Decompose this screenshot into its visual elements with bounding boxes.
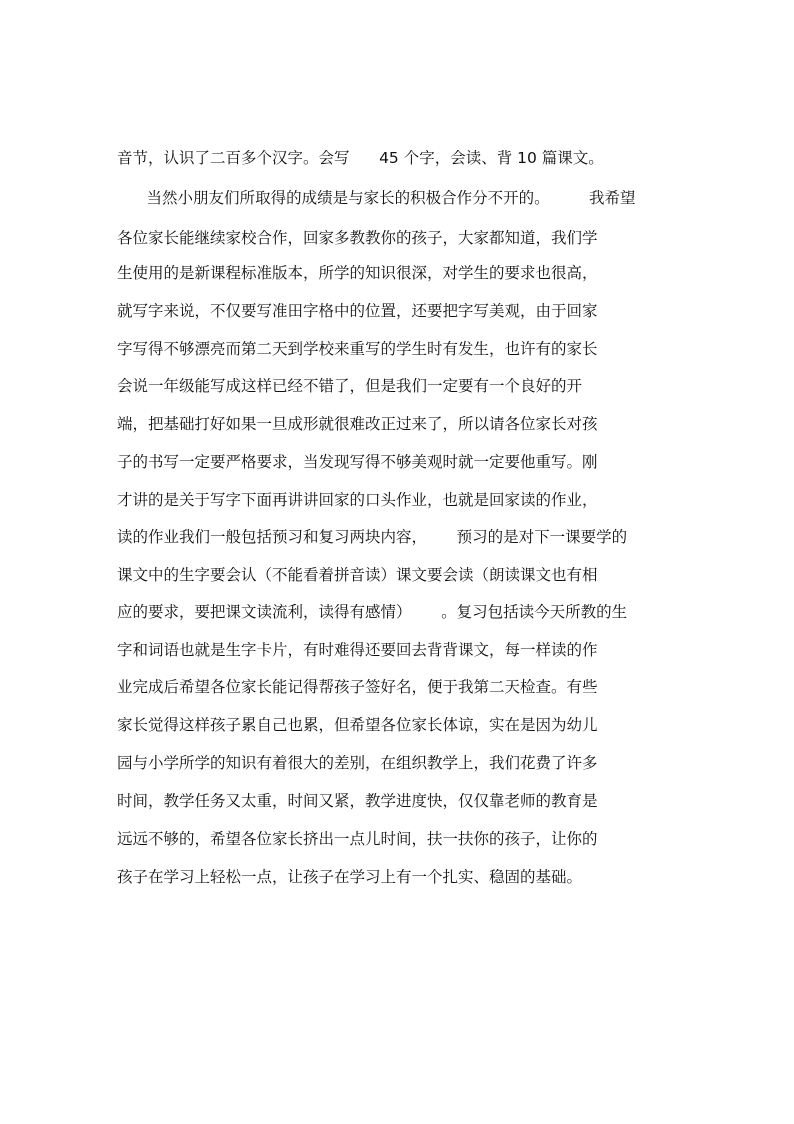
text-line: 读的作业我们一般包括预习和复习两块内容， 预习的是对下一课要学的 bbox=[117, 528, 628, 546]
text-line: 端，把基础打好如果一旦成形就很难改正过来了，所以请各位家长对孩 bbox=[117, 415, 598, 433]
text-line: 孩子在学习上轻松一点，让孩子在学习上有一个扎实、稳固的基础。 bbox=[117, 868, 583, 886]
text-line: 课文中的生字要会认（不能看着拼音读）课文要会读（朗读课文也有相 bbox=[117, 566, 598, 584]
text-line: 业完成后希望各位家长能记得帮孩子签好名，便于我第二天检查。有些 bbox=[117, 678, 598, 696]
text-line: 各位家长能继续家校合作，回家多教教你的孩子，大家都知道，我们学 bbox=[117, 229, 598, 247]
text-line: 应的要求，要把课文读流利，读得有感情） 。复习包括读今天所教的生 bbox=[117, 603, 628, 621]
text-line: 会说一年级能写成这样已经不错了，但是我们一定要有一个良好的开 bbox=[117, 377, 583, 395]
text-line: 字写得不够漂亮而第二天到学校来重写的学生时有发生，也许有的家长 bbox=[117, 340, 598, 358]
text-line: 生使用的是新课程标准版本，所学的知识很深，对学生的要求也很高， bbox=[117, 264, 598, 282]
text-line: 时间，教学任务又太重，时间又紧，教学进度快，仅仅靠老师的教育是 bbox=[117, 792, 598, 810]
text-line: 音节，认识了二百多个汉字。会写 45 个字，会读、背 10 篇课文。 bbox=[117, 149, 604, 167]
text-line: 当然小朋友们所取得的成绩是与家长的积极合作分不开的。 我希望 bbox=[117, 189, 636, 207]
text-line: 园与小学所学的知识有着很大的差别，在组织教学上，我们花费了许多 bbox=[117, 754, 598, 772]
text-line: 远远不够的，希望各位家长挤出一点儿时间，扶一扶你的孩子，让你的 bbox=[117, 830, 598, 848]
text-line: 才讲的是关于写字下面再讲讲回家的口头作业，也就是回家读的作业， bbox=[117, 491, 598, 509]
text-line: 家长觉得这样孩子累自己也累，但希望各位家长体谅，实在是因为幼儿 bbox=[117, 716, 598, 734]
text-line: 就写字来说，不仅要写准田字格中的位置，还要把字写美观，由于回家 bbox=[117, 302, 598, 320]
text-line: 字和词语也就是生字卡片，有时难得还要回去背背课文，每一样读的作 bbox=[117, 641, 598, 659]
text-line: 子的书写一定要严格要求，当发现写得不够美观时就一定要他重写。刚 bbox=[117, 453, 598, 471]
